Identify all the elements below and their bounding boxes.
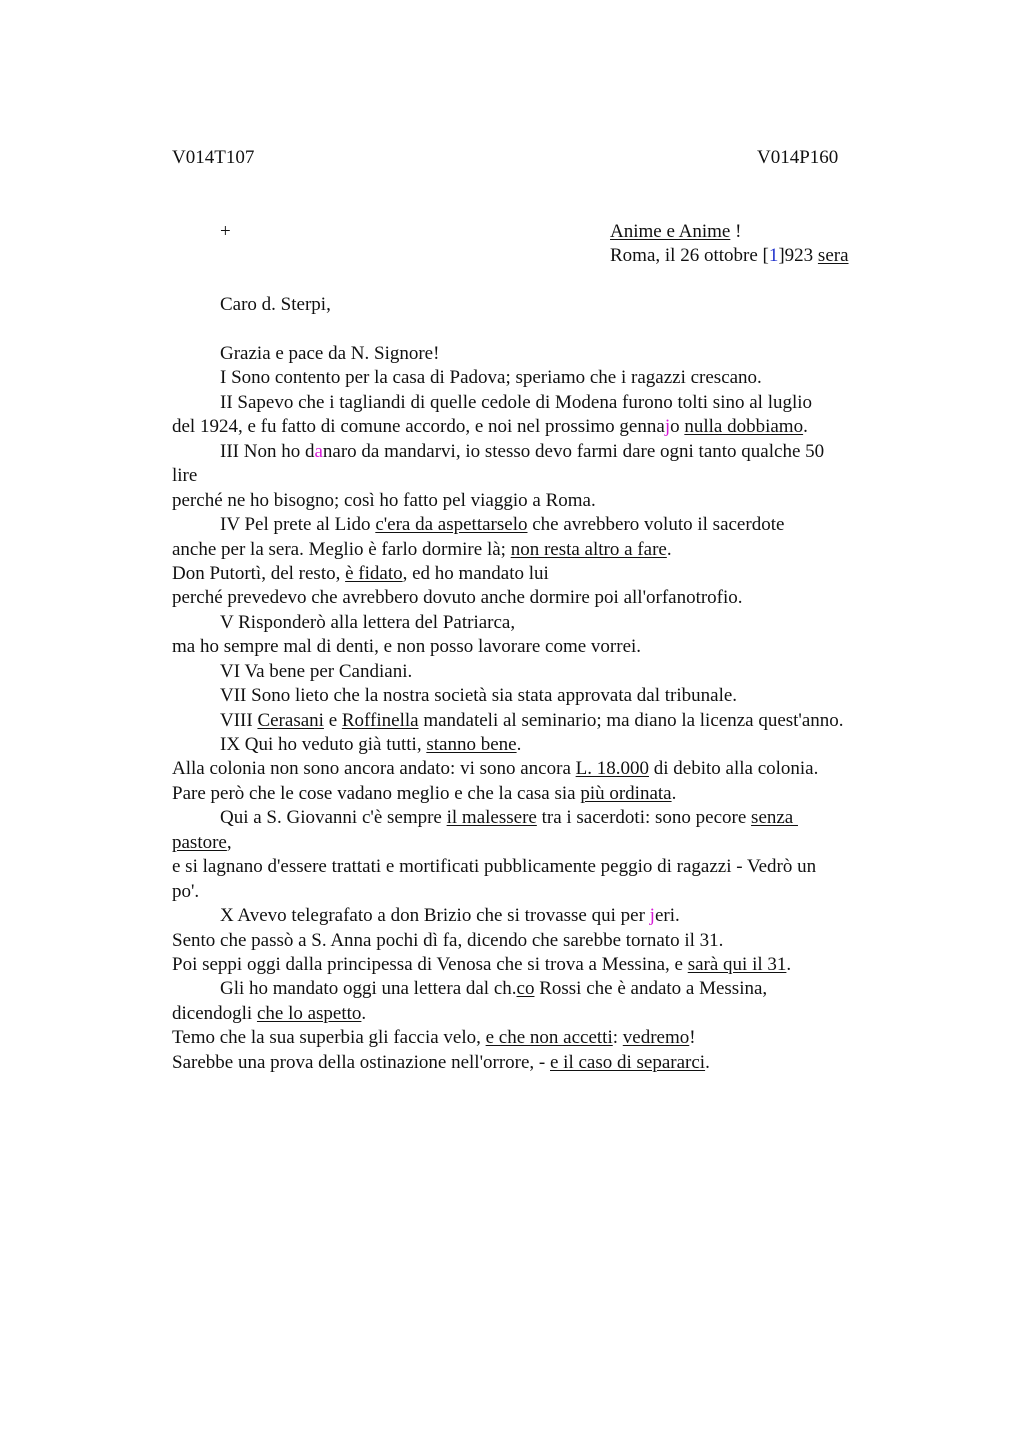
letter-line: VII Sono lieto che la nostra società sia stata approvata dal tribunale. xyxy=(220,685,738,707)
motto-exclamation: ! xyxy=(730,221,742,242)
letter-line: Temo che la sua superbia gli faccia velo, e che non accetti: vedremo! xyxy=(172,1027,696,1049)
letter-line: Gli ho mandato oggi una lettera dal ch.co Rossi che è andato a Messina, xyxy=(220,978,768,1000)
letter-line: VIII Cerasani e Roffinella mandateli al seminario; ma diano la licenza quest'anno. xyxy=(220,709,844,731)
dateline-sera: sera xyxy=(817,245,849,266)
letter-line: Qui a S. Giovanni c'è sempre il malessere tra i sacerdoti: sono pecore senza xyxy=(220,807,798,829)
letter-line: X Avevo telegrafato a don Brizio che si trovasse qui per jeri. xyxy=(220,905,680,927)
motto xyxy=(610,220,741,244)
motto-underlined: Anime e Anime xyxy=(610,221,731,242)
letter-line: IX Qui ho veduto già tutti, stanno bene. xyxy=(220,734,522,755)
letter-body xyxy=(172,342,912,1075)
letter-line: II Sapevo che i tagliandi di quelle cedole di Modena furono tolti sino al luglio xyxy=(220,391,813,413)
letter-line: Grazia e pace da N. Signore! xyxy=(220,343,440,364)
letter-line: e si lagnano d'essere trattati e mortificati pubblicamente peggio di ragazzi - Vedrò un xyxy=(172,856,817,878)
letter-line: anche per la sera. Meglio è farlo dormire là; non resta altro a fare. xyxy=(172,538,672,560)
letter-line: III Non ho danaro da mandarvi, io stesso devo farmi dare ogni tanto qualche 50 xyxy=(220,440,825,462)
letter-line: lire xyxy=(172,465,198,487)
salutation: Caro d. Sterpi, xyxy=(220,294,331,315)
dateline-year-digit: 1 xyxy=(768,245,779,266)
document-code-left: V014T107 xyxy=(172,147,255,168)
dateline-text: Roma, il 26 ottobre [ xyxy=(610,245,769,266)
letter-line: po'. xyxy=(172,880,200,902)
cross-symbol: + xyxy=(220,221,231,242)
letter-line: ma ho sempre mal di denti, e non posso lavorare come vorrei. xyxy=(172,636,642,658)
letter-line: I Sono contento per la casa di Padova; speriamo che i ragazzi crescano. xyxy=(220,367,762,389)
letter-line: pastore, xyxy=(172,831,232,853)
letter-line: dicendogli che lo aspetto. xyxy=(172,1002,367,1024)
letter-line: VI Va bene per Candiani. xyxy=(220,660,413,682)
letter-line: V Risponderò alla lettera del Patriarca, xyxy=(220,611,516,633)
letter-line: Don Putortì, del resto, è fidato, ed ho mandato lui xyxy=(172,562,549,584)
letter-line: perché prevedevo che avrebbero dovuto anche dormire poi all'orfanotrofio. xyxy=(172,587,743,609)
letter-line: Poi seppi oggi dalla principessa di Venosa che si trova a Messina, e sarà qui il 31. xyxy=(172,953,792,975)
document-code-right: V014P160 xyxy=(757,147,839,168)
letter-line: del 1924, e fu fatto di comune accordo, e noi nel prossimo gennajo nulla dobbiamo. xyxy=(172,416,808,438)
letter-line: Alla colonia non sono ancora andato: vi sono ancora L. 18.000 di debito alla colonia. xyxy=(172,758,819,780)
dateline-year-rest: ]923 xyxy=(778,245,818,266)
letter-line: Sento che passò a S. Anna pochi dì fa, dicendo che sarebbe tornato il 31. xyxy=(172,929,724,951)
letter-line: Pare però che le cose vadano meglio e che la casa sia più ordinata. xyxy=(172,782,677,804)
letter-line: Sarebbe una prova della ostinazione nell'orrore, - e il caso di separarci. xyxy=(172,1051,710,1073)
dateline xyxy=(610,244,849,268)
letter-line: perché ne ho bisogno; così ho fatto pel viaggio a Roma. xyxy=(172,489,596,511)
letter-line: IV Pel prete al Lido c'era da aspettarselo che avrebbero voluto il sacerdote xyxy=(220,514,785,536)
